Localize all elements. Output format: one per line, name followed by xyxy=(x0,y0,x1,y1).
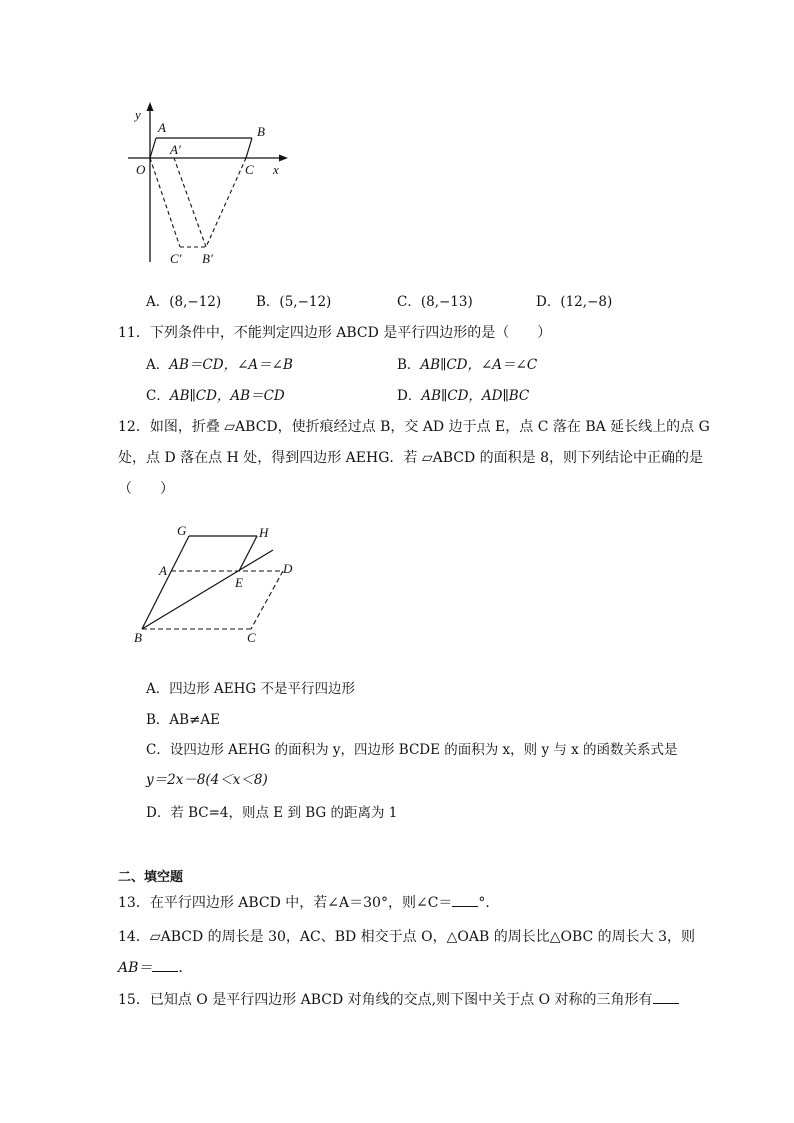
label-E: E xyxy=(235,575,243,590)
coordinate-figure xyxy=(120,100,300,275)
section-title: 二、填空题 xyxy=(118,870,184,885)
q13 xyxy=(118,892,499,912)
label-C: C xyxy=(247,630,256,645)
q11-stem: 11．下列条件中，不能判定四边形 ABCD 是平行四边形的是（ ） xyxy=(118,325,552,341)
q11-option-a[interactable] xyxy=(146,353,293,373)
q14-text-before: AB＝ xyxy=(118,960,153,976)
q14-text-after: ． xyxy=(178,960,193,976)
q11-option-d-text: AB∥CD，AD∥BC xyxy=(421,388,530,404)
q11-option-a-text: AB＝CD，∠A＝∠B xyxy=(169,357,293,373)
label-A: A xyxy=(158,120,166,135)
q14-line2 xyxy=(118,957,192,977)
q10-option-d[interactable] xyxy=(536,290,612,310)
q10-option-c-text: (8,−13) xyxy=(420,294,473,310)
q15-answer-blank[interactable] xyxy=(653,990,679,1004)
q11-option-b[interactable] xyxy=(397,353,537,373)
q12-option-c-line2: y＝2x－8(4＜x＜8) xyxy=(146,772,268,788)
q14-answer-blank[interactable] xyxy=(152,958,178,972)
label-B-prime: B′ xyxy=(202,251,213,266)
q11-option-b-letter: B． xyxy=(397,357,421,373)
q11-option-a-letter: A． xyxy=(146,357,170,373)
label-y: y xyxy=(135,107,141,122)
q11-option-d[interactable] xyxy=(397,384,529,404)
q13-text-after: °． xyxy=(478,895,500,911)
label-D: D xyxy=(283,561,293,576)
q14-line1: 14．▱ABCD 的周长是 30，AC、BD 相交于点 O，△OAB 的周长比△OBC 的周长大 3，则 xyxy=(118,929,696,945)
q15-text: 15．已知点 O 是平行四边形 ABCD 对角线的交点,则下图中关于点 O 对称的三角形有 xyxy=(118,992,653,1008)
label-A: A xyxy=(159,563,167,578)
q10-option-b-letter: B． xyxy=(256,294,280,310)
q12-option-a[interactable]: A．四边形 AEHG 不是平行四边形 xyxy=(146,681,355,697)
q13-answer-blank[interactable] xyxy=(452,893,478,907)
q12-stem-line1: 12．如图，折叠 ▱ABCD，使折痕经过点 B，交 AD 边于点 E，点 C 落在 BA 延长线上的点 G xyxy=(118,419,710,435)
q10-option-c-letter: C． xyxy=(397,294,421,310)
label-B: B xyxy=(134,630,142,645)
q12-option-c-line1[interactable]: C．设四边形 AEHG 的面积为 y，四边形 BCDE 的面积为 x，则 y 与 x 的函数关系式是 xyxy=(146,742,678,758)
q11-option-c[interactable] xyxy=(146,384,285,404)
q11-option-c-text: AB∥CD，AB＝CD xyxy=(169,388,285,404)
label-G: G xyxy=(177,523,187,538)
label-H: H xyxy=(259,525,269,540)
q10-option-d-letter: D． xyxy=(536,294,561,310)
q10-option-a-letter: A． xyxy=(146,294,170,310)
q10-option-a-text: (8,−12) xyxy=(169,294,222,310)
q13-text-before: 13．在平行四边形 ABCD 中，若∠A＝30°，则∠C＝ xyxy=(118,895,453,911)
label-A-prime: A′ xyxy=(170,142,181,157)
label-x: x xyxy=(273,162,279,177)
q12-stem-line2: 处，点 D 落在点 H 处，得到四边形 AEHG．若 ▱ABCD 的面积是 8，则下列结论中正确的是 xyxy=(118,450,704,466)
parallelogram-fold-figure xyxy=(125,520,310,650)
q10-option-b-text: (5,−12) xyxy=(279,294,332,310)
q10-option-a[interactable] xyxy=(146,290,221,310)
q12-option-b[interactable]: B．AB≠AE xyxy=(146,712,221,728)
q10-option-b[interactable] xyxy=(256,290,331,310)
label-C: C xyxy=(245,162,254,177)
q15 xyxy=(118,989,679,1009)
q10-option-d-text: (12,−8) xyxy=(560,294,613,310)
q11-option-c-letter: C． xyxy=(146,388,170,404)
label-O: O xyxy=(136,162,146,177)
q12-option-d[interactable]: D．若 BC=4，则点 E 到 BG 的距离为 1 xyxy=(146,805,398,821)
label-C-prime: C′ xyxy=(170,251,182,266)
q11-option-b-text: AB∥CD，∠A＝∠C xyxy=(420,357,538,373)
q10-option-c[interactable] xyxy=(397,290,473,310)
q12-stem-line3: （ ） xyxy=(118,481,174,497)
label-B: B xyxy=(257,124,265,139)
q11-option-d-letter: D． xyxy=(397,388,422,404)
